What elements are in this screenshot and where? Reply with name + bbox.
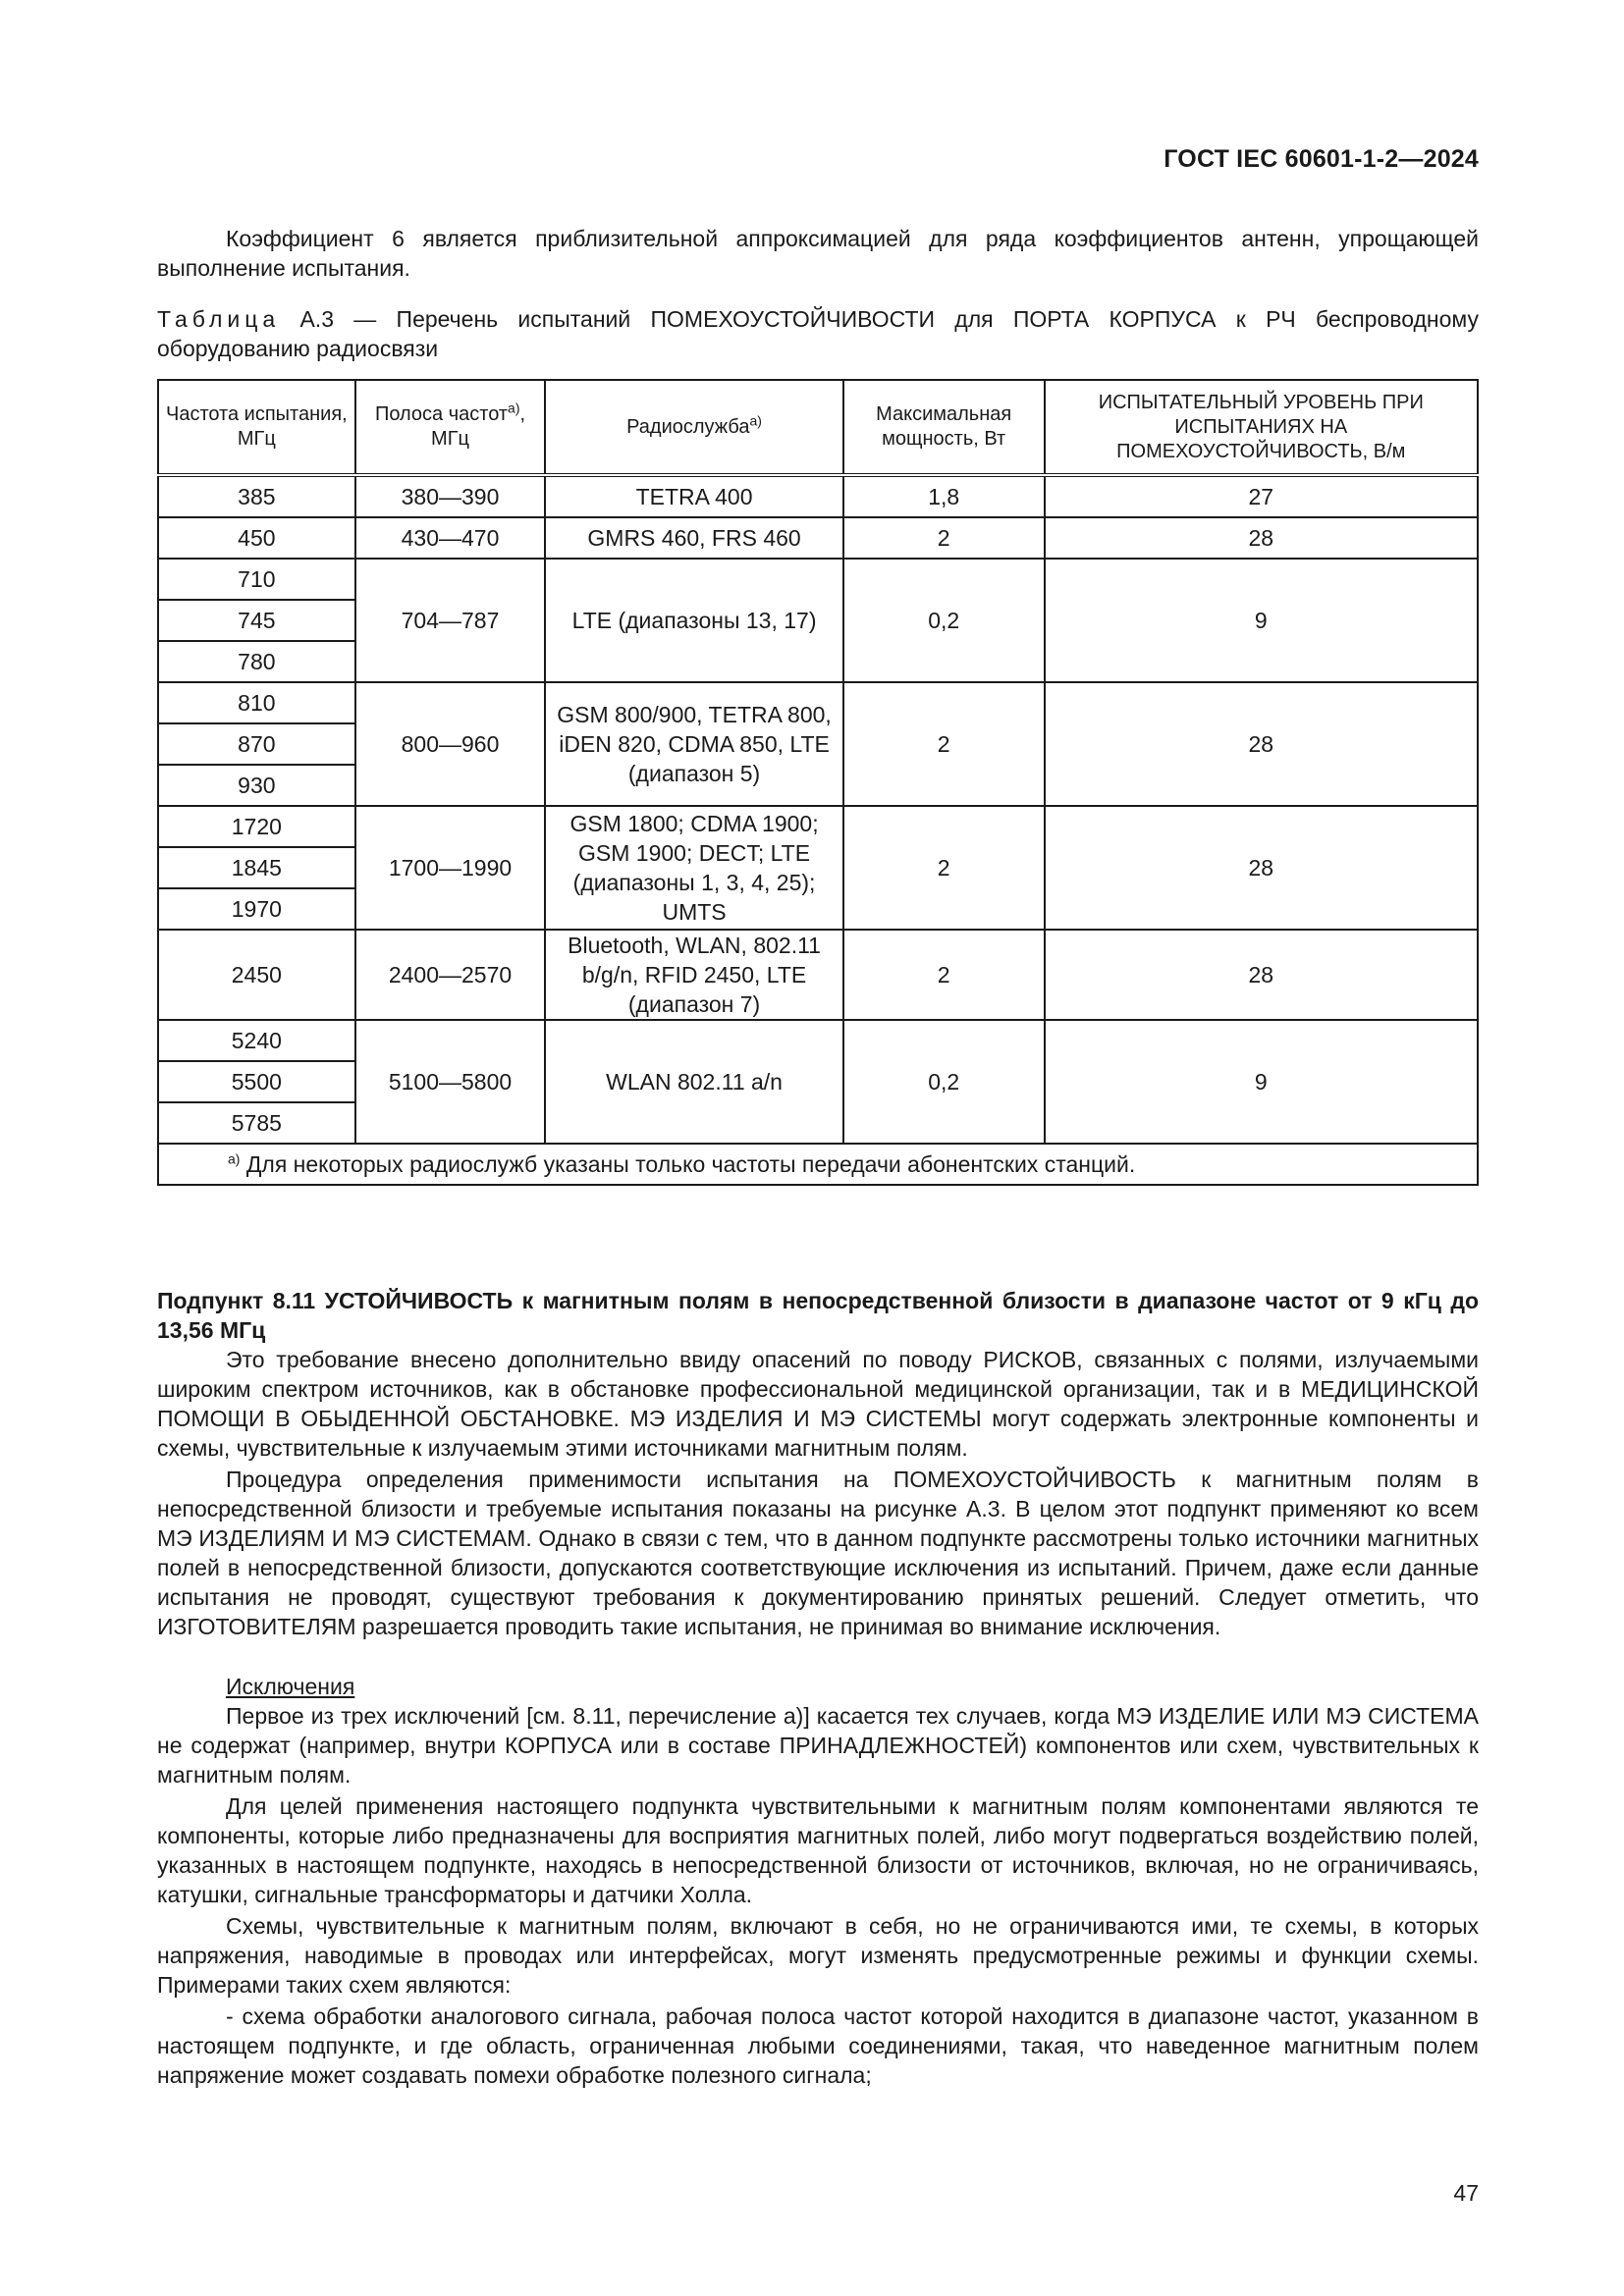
cell-frequency: 1970 [158,888,355,930]
table-caption [157,304,1479,363]
table-footnote-row [158,1144,1478,1185]
cell-level: 28 [1045,682,1478,806]
cell-service: LTE (диапазоны 13, 17) [545,559,842,682]
table-row [158,559,1478,600]
footnote-text: Для некоторых радиослужб указаны только частоты передачи абонентских станций. [240,1150,1136,1177]
table-footnote [158,1144,1478,1185]
document-header: ГОСТ IEC 60601-1-2—2024 [1164,145,1479,173]
cell-service: WLAN 802.11 a/n [545,1020,842,1144]
cell-power: 2 [843,517,1045,559]
header-band-text: Полоса частот [374,403,509,425]
header-power: Максимальная мощность, Вт [843,380,1045,475]
cell-service: GSM 800/900, TETRA 800, iDEN 820, CDMA 850, LTE (диапазон 5) [545,682,842,806]
header-frequency: Частота испытания, МГц [158,380,355,475]
section-paragraph-1: Это требование внесено дополнительно ввиду опасений по поводу РИСКОВ, связанных с полями, излучаемыми широким спектром источников, как в обстановке профессиональной медицинской организации, так и в МЕДИЦИНСКОЙ ПОМОЩИ В ОБЫДЕННОЙ ОБСТАНОВКЕ. МЭ ИЗДЕЛИЯ И МЭ СИСТЕМЫ могут содержать электронные компоненты и схемы, чувствительные к излучаемым этими источниками магнитным полям. [157,1347,1479,1461]
section-paragraph-3: Первое из трех исключений [см. 8.11, перечисление а)] касается тех случаев, когда МЭ ИЗДЕЛИЕ ИЛИ МЭ СИСТЕМА не содержат (например, внутри КОРПУСА или в составе ПРИНАДЛЕЖНОСТЕЙ) компонентов или схем, чувствительных к магнитным полям. [157,1703,1479,1788]
footnote-sup: а) [228,1149,241,1166]
table-caption-label: Таблица [157,306,281,332]
cell-level: 27 [1045,475,1478,517]
header-band [355,380,546,475]
cell-service: GMRS 460, FRS 460 [545,517,842,559]
cell-frequency: 5240 [158,1020,355,1061]
cell-service: GSM 1800; CDMA 1900; GSM 1900; DECT; LTE (диапазоны 1, 3, 4, 25); UMTS [545,806,842,930]
cell-frequency: 870 [158,723,355,765]
cell-frequency: 810 [158,682,355,723]
cell-band: 380—390 [355,475,546,517]
cell-band: 800—960 [355,682,546,806]
exceptions-heading-text: Исключения [226,1674,355,1699]
header-service-sup: а) [749,411,762,428]
cell-band: 704—787 [355,559,546,682]
cell-power: 2 [843,930,1045,1020]
cell-power: 1,8 [843,475,1045,517]
cell-band: 430—470 [355,517,546,559]
table-row [158,682,1478,723]
header-service [545,380,842,475]
header-service-text: Радиослужба [626,415,750,438]
cell-level: 9 [1045,1020,1478,1144]
cell-level: 28 [1045,806,1478,930]
cell-frequency: 1845 [158,847,355,888]
cell-band: 1700—1990 [355,806,546,930]
page-number: 47 [1453,2180,1479,2206]
table-header-row [158,380,1478,475]
table-row [158,475,1478,517]
cell-power: 2 [843,806,1045,930]
cell-frequency: 2450 [158,930,355,1020]
header-level: ИСПЫТАТЕЛЬНЫЙ УРОВЕНЬ ПРИ ИСПЫТАНИЯХ НА ПОМЕХОУСТОЙЧИВОСТЬ, В/м [1045,380,1478,475]
intro-paragraph: Коэффициент 6 является приблизительной аппроксимацией для ряда коэффициентов антенн, упрощающей выполнение испытания. [157,226,1479,281]
cell-service: Bluetooth, WLAN, 802.11 b/g/n, RFID 2450, LTE (диапазон 7) [545,930,842,1020]
cell-power: 2 [843,682,1045,806]
cell-frequency: 780 [158,641,355,682]
section-paragraph-5: Схемы, чувствительные к магнитным полям, включают в себя, но не ограничиваются ими, те схемы, в которых напряжения, наводимые в проводах или интерфейсах, могут изменять предусмотренные режимы и функции схемы. Примерами таких схем являются: [157,1913,1479,1998]
header-band-unit: , МГц [431,403,526,450]
cell-frequency: 450 [158,517,355,559]
cell-band: 5100—5800 [355,1020,546,1144]
cell-frequency: 710 [158,559,355,600]
table-row [158,1020,1478,1061]
section-heading: Подпункт 8.11 УСТОЙЧИВОСТЬ к магнитным полям в непосредственной близости в диапазоне частот от 9 кГц до 13,56 МГц [157,1288,1479,1343]
cell-power: 0,2 [843,559,1045,682]
cell-frequency: 745 [158,600,355,641]
cell-frequency: 385 [158,475,355,517]
cell-level: 9 [1045,559,1478,682]
cell-frequency: 5500 [158,1061,355,1102]
cell-level: 28 [1045,517,1478,559]
immunity-table [157,379,1479,1186]
header-band-sup: а) [508,400,520,416]
section-paragraph-2: Процедура определения применимости испытания на ПОМЕХОУСТОЙЧИВОСТЬ к магнитным полям в непосредственной близости и требуемые испытания показаны на рисунке А.3. В целом этот подпункт применяют ко всем МЭ ИЗДЕЛИЯМ И МЭ СИСТЕМАМ. Однако в связи с тем, что в данном подпункте рассмотрены только источники магнитных полей в непосредственной близости, допускаются соответствующие исключения из испытаний. Причем, даже если данные испытания не проводят, существуют требования к документированию принятых решений. Следует отметить, что ИЗГОТОВИТЕЛЯМ разрешается проводить такие испытания, не принимая во внимание исключения. [157,1467,1479,1639]
section-paragraph-4: Для целей применения настоящего подпункта чувствительными к магнитным полям компонентами являются те компоненты, которые либо предназначены для восприятия магнитных полей, либо могут подвергаться воздействию полей, указанных в настоящем подпункте, находясь в непосредственной близости от источников, включая, но не ограничиваясь, катушки, сигнальные трансформаторы и датчики Холла. [157,1793,1479,1907]
cell-level: 28 [1045,930,1478,1020]
cell-frequency: 930 [158,765,355,806]
table-row [158,930,1478,1020]
table-row [158,517,1478,559]
table-row [158,806,1478,847]
section-paragraph-6: - схема обработки аналогового сигнала, рабочая полоса частот которой находится в диапазоне частот, указанном в настоящем подпункте, и где область, ограниченная любыми соединениями, такая, что наведенное магнитным полем напряжение может создавать помехи обработке полезного сигнала; [157,2003,1479,2088]
cell-band: 2400—2570 [355,930,546,1020]
cell-service: TETRA 400 [545,475,842,517]
table-body [158,475,1478,1144]
exceptions-heading [157,1672,1479,1701]
cell-frequency: 5785 [158,1102,355,1144]
cell-frequency: 1720 [158,806,355,847]
table-caption-text: А.3 — Перечень испытаний ПОМЕХОУСТОЙЧИВОСТИ для ПОРТА КОРПУСА к РЧ беспроводному оборудованию радиосвязи [157,306,1479,361]
cell-power: 0,2 [843,1020,1045,1144]
